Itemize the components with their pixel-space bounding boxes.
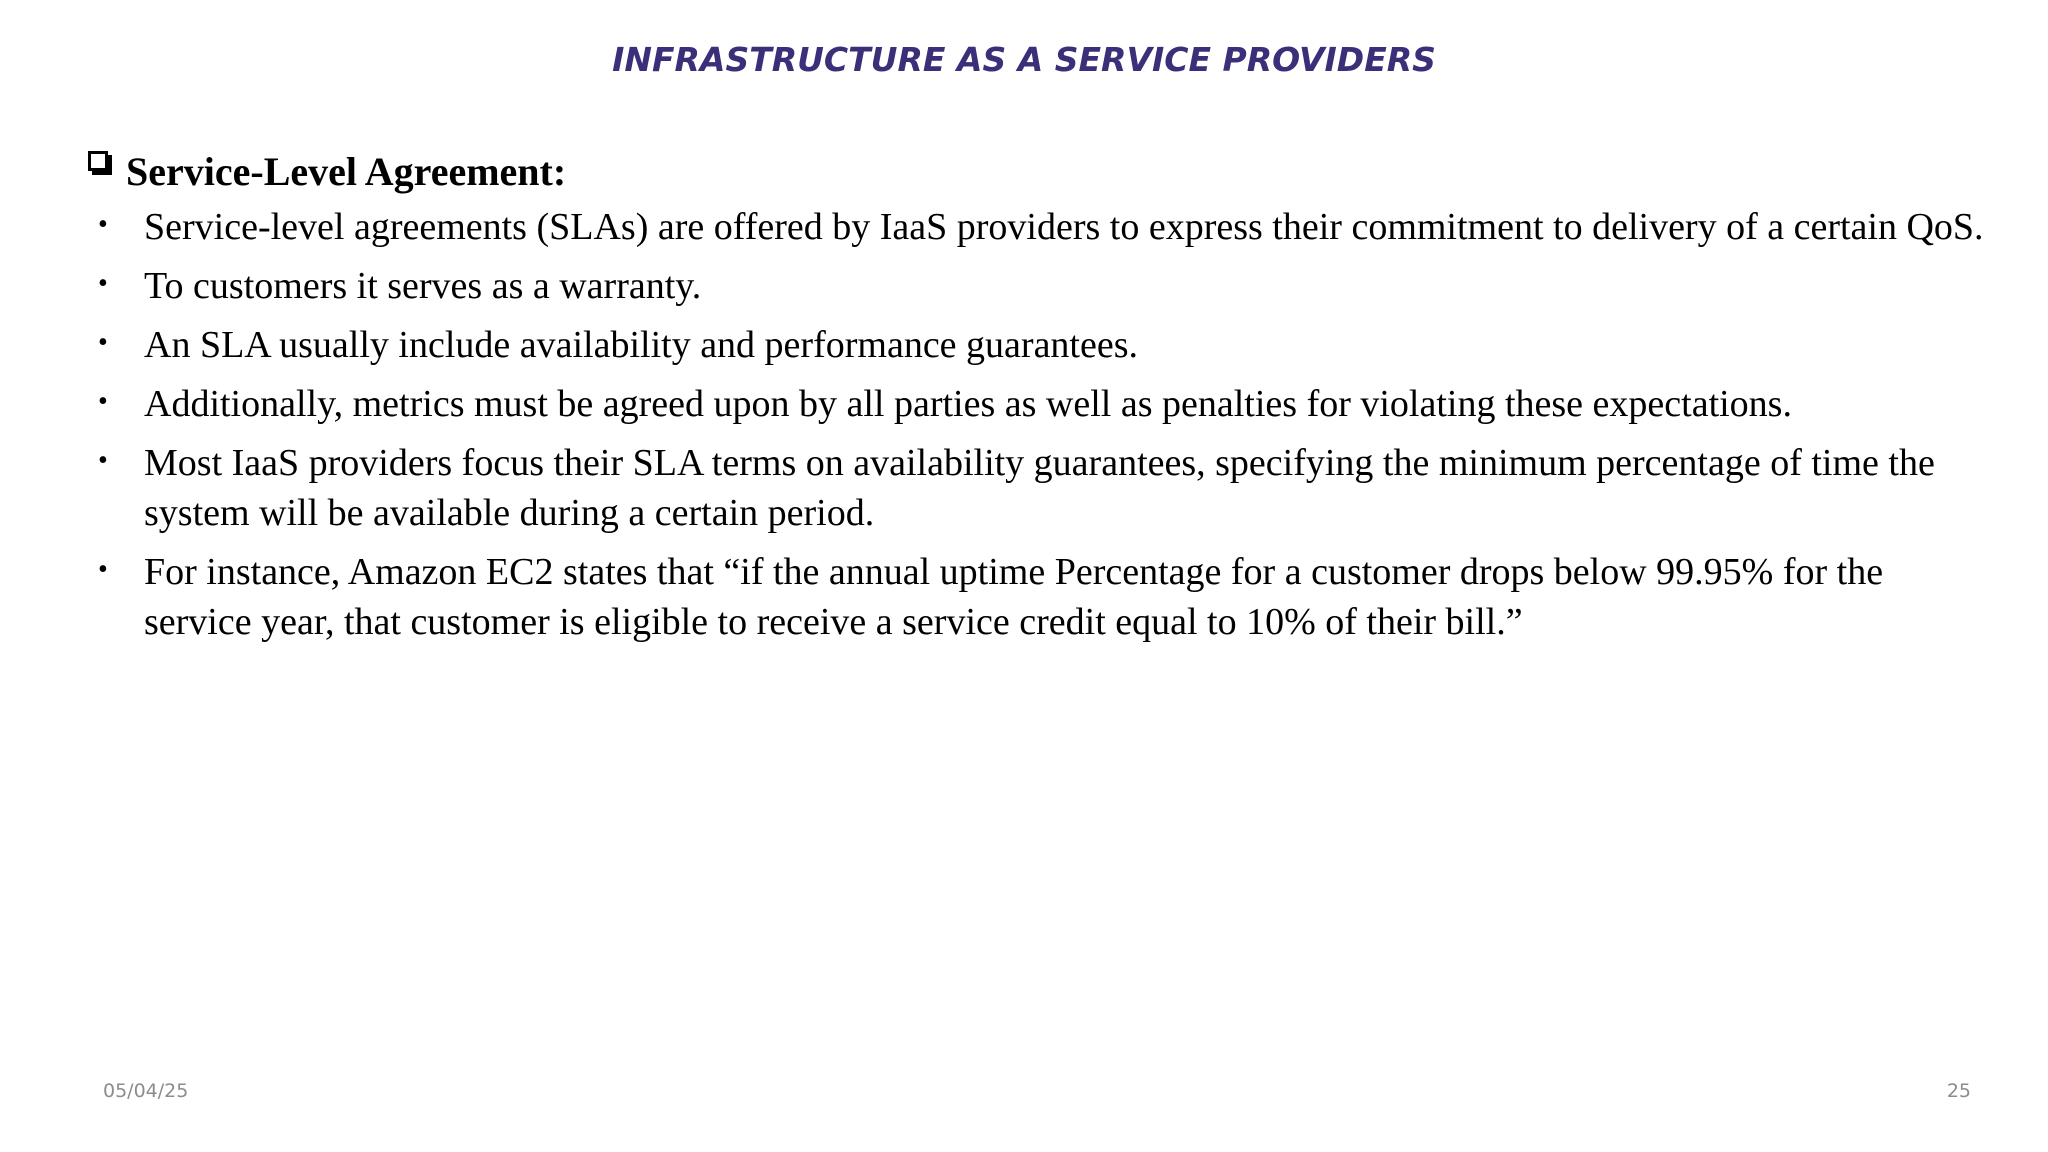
list-item-text: For instance, Amazon EC2 states that “if the annual uptime Percentage for a customer drops below 99.95% for the service year, that customer is eligible to receive a service credit equal to 10% of their bill.” xyxy=(144,551,1884,643)
section-heading xyxy=(88,146,1988,196)
list-item-text: To customers it serves as a warranty. xyxy=(144,265,702,307)
bullet-icon: • xyxy=(98,386,108,417)
list-item-text: Service-level agreements (SLAs) are offered by IaaS providers to express their commitment to delivery of a certain QoS. xyxy=(144,206,1984,248)
bullet-icon: • xyxy=(98,268,108,299)
footer-date: 05/04/25 xyxy=(103,1080,189,1102)
page-number: 25 xyxy=(1946,1080,1971,1102)
list-item-text: An SLA usually include availability and performance guarantees. xyxy=(144,324,1139,366)
list-item xyxy=(88,379,1988,429)
list-item xyxy=(88,547,1988,647)
list-item xyxy=(88,320,1988,370)
bullet-icon: • xyxy=(98,327,108,358)
bullet-icon: • xyxy=(98,554,108,585)
list-item xyxy=(88,261,1988,311)
bullet-icon: • xyxy=(98,445,108,476)
list-item xyxy=(88,202,1988,252)
bullet-list xyxy=(88,202,1988,647)
list-item-text: Additionally, metrics must be agreed upon by all parties as well as penalties for violating these expectations. xyxy=(144,383,1792,425)
checkbox-icon xyxy=(88,151,114,177)
list-item-text: Most IaaS providers focus their SLA terms on availability guarantees, specifying the minimum percentage of time the system will be available during a certain period. xyxy=(144,442,1935,534)
bullet-icon: • xyxy=(98,209,108,240)
list-item xyxy=(88,438,1988,538)
section-heading-text: Service-Level Agreement: xyxy=(126,148,567,194)
content-section xyxy=(88,146,1988,647)
slide-title: INFRASTRUCTURE AS A SERVICE PROVIDERS xyxy=(612,40,1436,79)
